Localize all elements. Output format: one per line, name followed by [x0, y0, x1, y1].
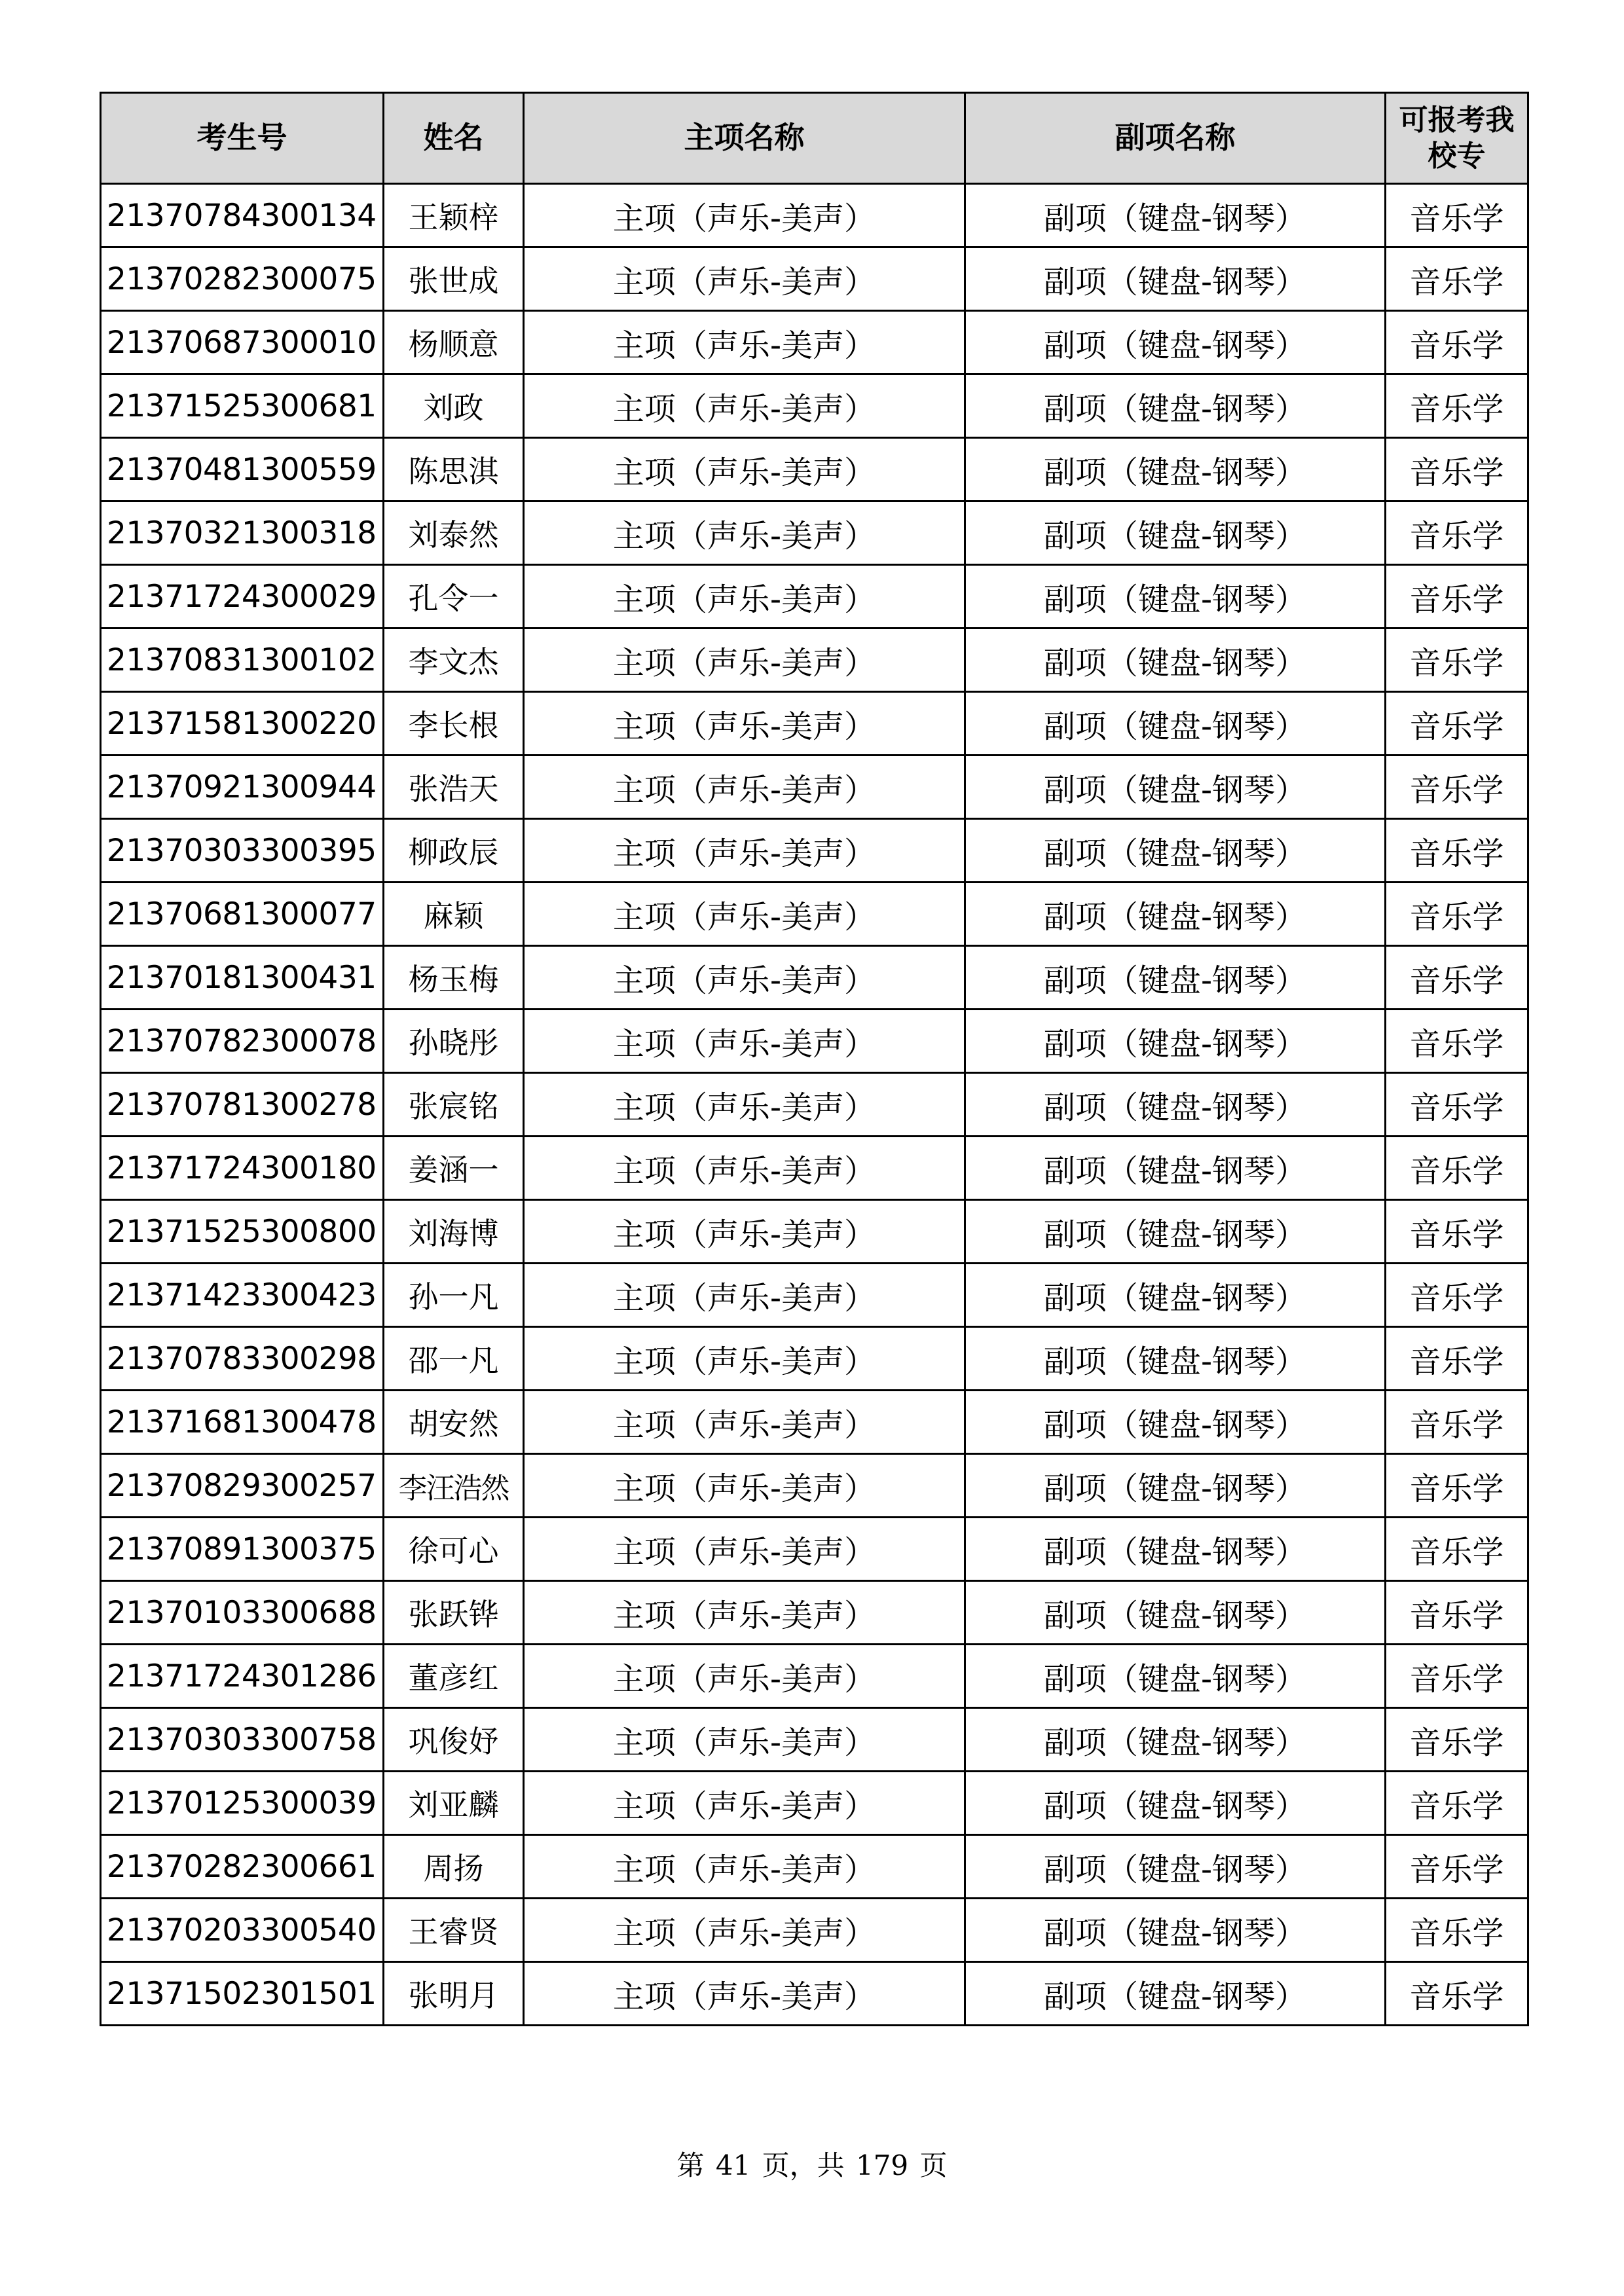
- name-cell: 刘海博: [384, 1200, 524, 1264]
- table-row: [101, 1327, 1528, 1391]
- table-row: [101, 946, 1528, 1010]
- eligible-major-cell: 音乐学: [1386, 692, 1528, 756]
- major-item-cell: 主项（声乐-美声）: [524, 1962, 965, 2026]
- name-cell: 柳政辰: [384, 819, 524, 883]
- eligible-major-cell: 音乐学: [1386, 946, 1528, 1010]
- minor-item-cell: 副项（键盘-钢琴）: [965, 756, 1386, 819]
- minor-item-cell: 副项（键盘-钢琴）: [965, 629, 1386, 692]
- table-row: [101, 1772, 1528, 1835]
- name-cell: 张世成: [384, 247, 524, 311]
- major-item-cell: 主项（声乐-美声）: [524, 1645, 965, 1708]
- name-cell: 董彦红: [384, 1645, 524, 1708]
- minor-item-cell: 副项（键盘-钢琴）: [965, 1962, 1386, 2026]
- eligible-major-cell: 音乐学: [1386, 1581, 1528, 1645]
- name-cell: 周扬: [384, 1835, 524, 1899]
- candidate-id-cell: 21370203300540: [101, 1899, 384, 1962]
- minor-item-cell: 副项（键盘-钢琴）: [965, 819, 1386, 883]
- minor-item-cell: 副项（键盘-钢琴）: [965, 565, 1386, 629]
- minor-item-cell: 副项（键盘-钢琴）: [965, 1454, 1386, 1518]
- minor-item-cell: 副项（键盘-钢琴）: [965, 883, 1386, 946]
- eligible-major-cell: 音乐学: [1386, 1835, 1528, 1899]
- name-cell: 麻颖: [384, 883, 524, 946]
- table-row: [101, 1073, 1528, 1137]
- table-row: [101, 184, 1528, 247]
- eligible-major-cell: 音乐学: [1386, 1327, 1528, 1391]
- table-row: [101, 247, 1528, 311]
- name-cell: 孙晓彤: [384, 1010, 524, 1073]
- candidate-id-cell: 21371724300180: [101, 1137, 384, 1200]
- table-row: [101, 565, 1528, 629]
- name-cell: 张跃铧: [384, 1581, 524, 1645]
- name-cell: 邵一凡: [384, 1327, 524, 1391]
- candidate-id-cell: 21370481300559: [101, 438, 384, 501]
- eligible-major-cell: 音乐学: [1386, 1518, 1528, 1581]
- candidate-id-cell: 21370125300039: [101, 1772, 384, 1835]
- candidate-id-cell: 21370784300134: [101, 184, 384, 247]
- name-cell: 姜涵一: [384, 1137, 524, 1200]
- eligible-major-cell: 音乐学: [1386, 819, 1528, 883]
- name-cell: 刘泰然: [384, 501, 524, 565]
- major-item-cell: 主项（声乐-美声）: [524, 1708, 965, 1772]
- eligible-major-cell: 音乐学: [1386, 1645, 1528, 1708]
- major-item-cell: 主项（声乐-美声）: [524, 946, 965, 1010]
- table-row: [101, 1264, 1528, 1327]
- eligible-major-cell: 音乐学: [1386, 374, 1528, 438]
- table-row: [101, 1391, 1528, 1454]
- major-item-cell: 主项（声乐-美声）: [524, 1010, 965, 1073]
- eligible-major-cell: 音乐学: [1386, 1772, 1528, 1835]
- table-row: [101, 629, 1528, 692]
- table-row: [101, 692, 1528, 756]
- candidate-id-cell: 21371581300220: [101, 692, 384, 756]
- eligible-major-cell: 音乐学: [1386, 311, 1528, 374]
- minor-item-cell: 副项（键盘-钢琴）: [965, 184, 1386, 247]
- table-row: [101, 1962, 1528, 2026]
- minor-item-cell: 副项（键盘-钢琴）: [965, 1200, 1386, 1264]
- major-item-cell: 主项（声乐-美声）: [524, 247, 965, 311]
- major-item-cell: 主项（声乐-美声）: [524, 1200, 965, 1264]
- major-item-cell: 主项（声乐-美声）: [524, 692, 965, 756]
- major-item-cell: 主项（声乐-美声）: [524, 565, 965, 629]
- candidate-id-cell: 21370303300395: [101, 819, 384, 883]
- major-item-cell: 主项（声乐-美声）: [524, 1454, 965, 1518]
- major-item-cell: 主项（声乐-美声）: [524, 1073, 965, 1137]
- candidate-id-cell: 21370891300375: [101, 1518, 384, 1581]
- eligible-major-cell: 音乐学: [1386, 501, 1528, 565]
- admission-list-table: [100, 92, 1529, 2026]
- major-item-cell: 主项（声乐-美声）: [524, 629, 965, 692]
- name-cell: 王颖梓: [384, 184, 524, 247]
- candidate-id-cell: 21370781300278: [101, 1073, 384, 1137]
- minor-item-cell: 副项（键盘-钢琴）: [965, 1581, 1386, 1645]
- candidate-id-cell: 21370103300688: [101, 1581, 384, 1645]
- table-row: [101, 1581, 1528, 1645]
- table-row: [101, 501, 1528, 565]
- table-row: [101, 756, 1528, 819]
- eligible-major-cell: 音乐学: [1386, 883, 1528, 946]
- minor-item-cell: 副项（键盘-钢琴）: [965, 1518, 1386, 1581]
- major-item-cell: 主项（声乐-美声）: [524, 819, 965, 883]
- minor-item-cell: 副项（键盘-钢琴）: [965, 247, 1386, 311]
- candidate-id-cell: 21370687300010: [101, 311, 384, 374]
- name-cell: 杨顺意: [384, 311, 524, 374]
- eligible-major-cell: 音乐学: [1386, 1962, 1528, 2026]
- eligible-major-cell: 音乐学: [1386, 247, 1528, 311]
- table-row: [101, 819, 1528, 883]
- eligible-major-cell: 音乐学: [1386, 756, 1528, 819]
- minor-item-cell: 副项（键盘-钢琴）: [965, 1391, 1386, 1454]
- header-row: [101, 93, 1528, 184]
- eligible-major-cell: 音乐学: [1386, 1454, 1528, 1518]
- major-item-cell: 主项（声乐-美声）: [524, 1264, 965, 1327]
- candidate-id-cell: 21370282300661: [101, 1835, 384, 1899]
- eligible-major-cell: 音乐学: [1386, 438, 1528, 501]
- candidate-id-cell: 21370681300077: [101, 883, 384, 946]
- name-cell: 陈思淇: [384, 438, 524, 501]
- major-item-cell: 主项（声乐-美声）: [524, 883, 965, 946]
- table-row: [101, 438, 1528, 501]
- major-item-cell: 主项（声乐-美声）: [524, 1518, 965, 1581]
- minor-item-cell: 副项（键盘-钢琴）: [965, 311, 1386, 374]
- major-item-cell: 主项（声乐-美声）: [524, 1581, 965, 1645]
- table-body: [101, 184, 1528, 2026]
- minor-item-cell: 副项（键盘-钢琴）: [965, 1708, 1386, 1772]
- table-row: [101, 883, 1528, 946]
- candidate-id-cell: 21371502301501: [101, 1962, 384, 2026]
- name-cell: 杨玉梅: [384, 946, 524, 1010]
- major-item-cell: 主项（声乐-美声）: [524, 756, 965, 819]
- minor-item-cell: 副项（键盘-钢琴）: [965, 1073, 1386, 1137]
- candidate-id-cell: 21370181300431: [101, 946, 384, 1010]
- major-item-cell: 主项（声乐-美声）: [524, 1772, 965, 1835]
- minor-item-cell: 副项（键盘-钢琴）: [965, 946, 1386, 1010]
- major-item-cell: 主项（声乐-美声）: [524, 311, 965, 374]
- candidate-id-cell: 21370303300758: [101, 1708, 384, 1772]
- header-name: 姓名: [384, 93, 524, 184]
- table-row: [101, 1137, 1528, 1200]
- candidate-id-cell: 21371681300478: [101, 1391, 384, 1454]
- minor-item-cell: 副项（键盘-钢琴）: [965, 374, 1386, 438]
- table-row: [101, 1010, 1528, 1073]
- name-cell: 张浩天: [384, 756, 524, 819]
- name-cell: 孙一凡: [384, 1264, 524, 1327]
- name-cell: 胡安然: [384, 1391, 524, 1454]
- minor-item-cell: 副项（键盘-钢琴）: [965, 438, 1386, 501]
- name-cell: 张宸铭: [384, 1073, 524, 1137]
- minor-item-cell: 副项（键盘-钢琴）: [965, 1772, 1386, 1835]
- header-minor-item: 副项名称: [965, 93, 1386, 184]
- minor-item-cell: 副项（键盘-钢琴）: [965, 1645, 1386, 1708]
- name-cell: 李文杰: [384, 629, 524, 692]
- minor-item-cell: 副项（键盘-钢琴）: [965, 692, 1386, 756]
- name-cell: 王睿贤: [384, 1899, 524, 1962]
- table-row: [101, 1454, 1528, 1518]
- eligible-major-cell: 音乐学: [1386, 1137, 1528, 1200]
- candidate-id-cell: 21371724300029: [101, 565, 384, 629]
- eligible-major-cell: 音乐学: [1386, 1010, 1528, 1073]
- table-row: [101, 1835, 1528, 1899]
- candidate-id-cell: 21371423300423: [101, 1264, 384, 1327]
- name-cell: 孔令一: [384, 565, 524, 629]
- major-item-cell: 主项（声乐-美声）: [524, 1835, 965, 1899]
- candidate-id-cell: 21370321300318: [101, 501, 384, 565]
- candidate-id-cell: 21370829300257: [101, 1454, 384, 1518]
- major-item-cell: 主项（声乐-美声）: [524, 1137, 965, 1200]
- table-row: [101, 311, 1528, 374]
- major-item-cell: 主项（声乐-美声）: [524, 374, 965, 438]
- major-item-cell: 主项（声乐-美声）: [524, 438, 965, 501]
- name-cell: 李长根: [384, 692, 524, 756]
- major-item-cell: 主项（声乐-美声）: [524, 1899, 965, 1962]
- candidate-id-cell: 21370921300944: [101, 756, 384, 819]
- candidate-id-cell: 21371525300681: [101, 374, 384, 438]
- eligible-major-cell: 音乐学: [1386, 565, 1528, 629]
- eligible-major-cell: 音乐学: [1386, 1899, 1528, 1962]
- minor-item-cell: 副项（键盘-钢琴）: [965, 1264, 1386, 1327]
- major-item-cell: 主项（声乐-美声）: [524, 501, 965, 565]
- header-candidate-id: 考生号: [101, 93, 384, 184]
- table-header: [101, 93, 1528, 184]
- name-cell: 刘政: [384, 374, 524, 438]
- major-item-cell: 主项（声乐-美声）: [524, 184, 965, 247]
- eligible-major-cell: 音乐学: [1386, 1264, 1528, 1327]
- table-row: [101, 1200, 1528, 1264]
- header-eligible-major: 可报考我校专: [1386, 93, 1528, 184]
- minor-item-cell: 副项（键盘-钢琴）: [965, 1899, 1386, 1962]
- name-cell: 刘亚麟: [384, 1772, 524, 1835]
- eligible-major-cell: 音乐学: [1386, 1391, 1528, 1454]
- table-row: [101, 1518, 1528, 1581]
- eligible-major-cell: 音乐学: [1386, 1073, 1528, 1137]
- minor-item-cell: 副项（键盘-钢琴）: [965, 1137, 1386, 1200]
- name-cell: 巩俊妤: [384, 1708, 524, 1772]
- candidate-id-cell: 21370282300075: [101, 247, 384, 311]
- name-cell: 张明月: [384, 1962, 524, 2026]
- candidate-id-cell: 21371525300800: [101, 1200, 384, 1264]
- table-row: [101, 374, 1528, 438]
- table-row: [101, 1899, 1528, 1962]
- minor-item-cell: 副项（键盘-钢琴）: [965, 1010, 1386, 1073]
- major-item-cell: 主项（声乐-美声）: [524, 1391, 965, 1454]
- table-row: [101, 1708, 1528, 1772]
- minor-item-cell: 副项（键盘-钢琴）: [965, 501, 1386, 565]
- eligible-major-cell: 音乐学: [1386, 184, 1528, 247]
- minor-item-cell: 副项（键盘-钢琴）: [965, 1835, 1386, 1899]
- header-major-item: 主项名称: [524, 93, 965, 184]
- candidate-id-cell: 21370783300298: [101, 1327, 384, 1391]
- page-footer: 第 41 页，共 179 页: [676, 2149, 948, 2181]
- candidate-id-cell: 21371724301286: [101, 1645, 384, 1708]
- major-item-cell: 主项（声乐-美声）: [524, 1327, 965, 1391]
- name-cell: 徐可心: [384, 1518, 524, 1581]
- eligible-major-cell: 音乐学: [1386, 629, 1528, 692]
- name-cell: 李汪浩然: [384, 1454, 524, 1518]
- eligible-major-cell: 音乐学: [1386, 1708, 1528, 1772]
- eligible-major-cell: 音乐学: [1386, 1200, 1528, 1264]
- candidate-id-cell: 21370782300078: [101, 1010, 384, 1073]
- minor-item-cell: 副项（键盘-钢琴）: [965, 1327, 1386, 1391]
- table-row: [101, 1645, 1528, 1708]
- candidate-id-cell: 21370831300102: [101, 629, 384, 692]
